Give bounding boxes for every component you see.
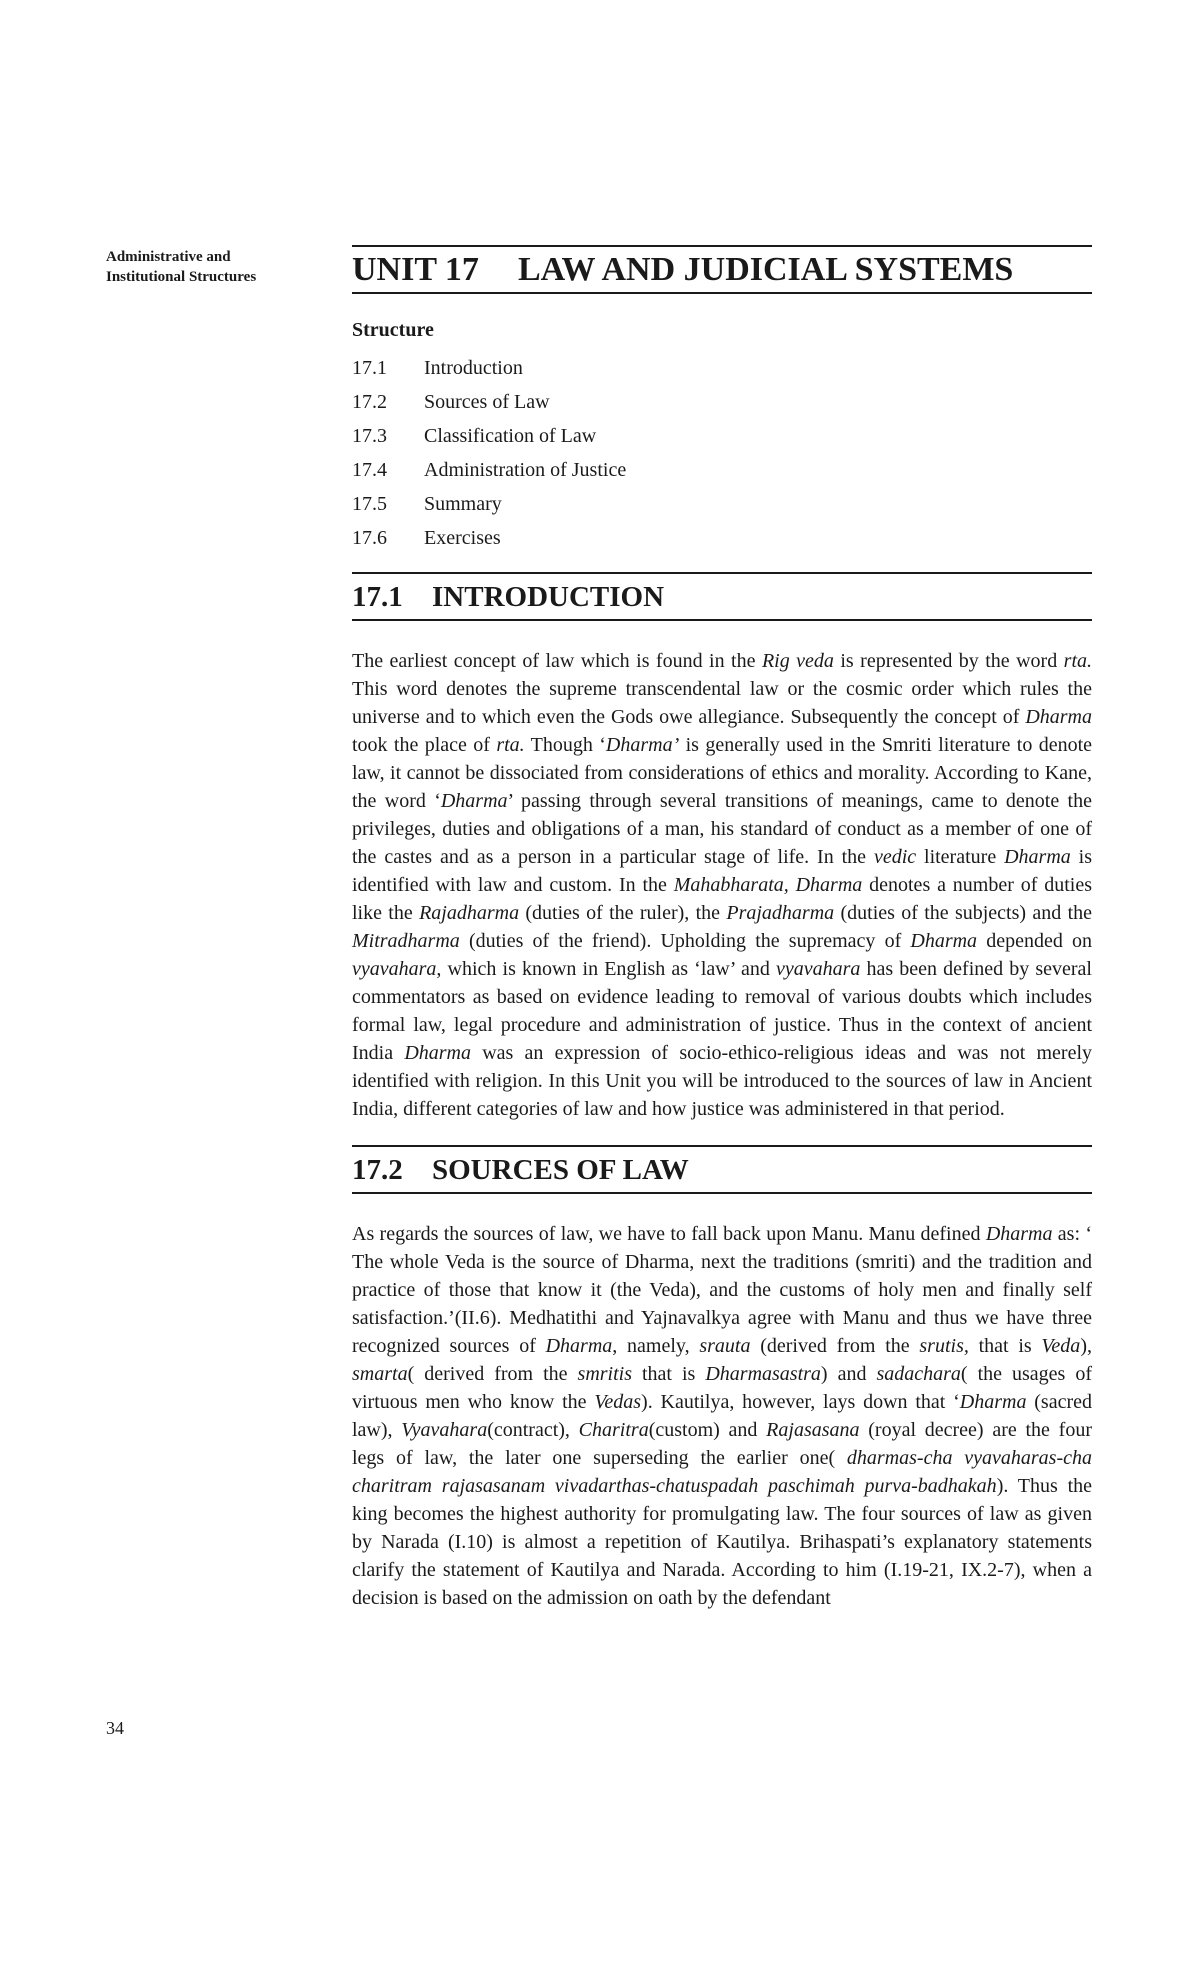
structure-item-label: Sources of Law <box>424 391 550 413</box>
unit-number: UNIT 17 <box>352 251 479 288</box>
italic-term: Rajadharma <box>419 902 520 924</box>
italic-term: Rajasasana <box>766 1419 860 1441</box>
structure-item <box>352 521 1092 555</box>
section-bottom-rule <box>352 1192 1092 1194</box>
structure-item <box>352 351 1092 385</box>
italic-term: smarta <box>352 1363 408 1385</box>
structure-item-label: Introduction <box>424 357 523 379</box>
italic-term: srauta <box>699 1335 751 1357</box>
section-title: INTRODUCTION <box>432 581 665 613</box>
unit-title <box>352 247 1092 292</box>
structure-item-number: 17.3 <box>352 425 387 447</box>
italic-term: Dharmasastra <box>705 1363 821 1385</box>
section-heading <box>352 574 1092 617</box>
structure-item-number: 17.4 <box>352 459 387 481</box>
section-heading <box>352 1147 1092 1190</box>
structure-list <box>352 351 1092 555</box>
italic-term: Mitradharma <box>352 930 460 952</box>
page-number: 34 <box>106 1718 124 1738</box>
italic-term: Dharma <box>1025 706 1092 728</box>
section-bottom-rule <box>352 619 1092 621</box>
italic-term: Vedas <box>594 1391 642 1413</box>
structure-item-label: Classification of Law <box>424 425 597 447</box>
structure-item-label: Exercises <box>424 527 501 549</box>
italic-term: Dharma <box>404 1042 471 1064</box>
structure-item-number: 17.2 <box>352 391 387 413</box>
structure-item <box>352 385 1092 419</box>
unit-title-text: LAW AND JUDICIAL SYSTEMS <box>518 251 1014 288</box>
section-paragraph: The earliest concept of law which is found in the Rig veda is represented by the word rta. This word denotes the supreme transcendental law or the cosmic order which rules the universe and to which even the Gods owe allegiance. Subsequently the concept of Dharma took the place of rta. Though ‘Dharma’ is generally used in the Smriti literature to denote law, it cannot be dissociated from considerations of ethics and morality. According to Kane, the word ‘Dharma’ passing through several transitions of meanings, came to denote the privileges, duties and obligations of a man, his standard of conduct as a member of one of the castes and as a person in a particular stage of life. In the vedic literature Dharma is identified with law and custom. In the Mahabharata, Dharma denotes a number of duties like the Rajadharma (duties of the ruler), the Prajadharma (duties of the subjects) and the Mitradharma (duties of the friend). Upholding the supremacy of Dharma depended on vyavahara, which is known in English as ‘law’ and vyavahara has been defined by several commentators as based on evidence leading to removal of various doubts which includes formal law, legal procedure and administration of justice. Thus in the context of ancient India Dharma was an expression of socio-ethico-religious ideas and was not merely identified with religion. In this Unit you will be introduced to the sources of law in Ancient India, different categories of law and how justice was administered in that period. <box>352 650 1093 1120</box>
italic-term: Dharma <box>545 1335 613 1357</box>
structure-item <box>352 487 1092 521</box>
italic-term: Dharma <box>440 790 508 812</box>
unit-title-bottom-rule <box>352 292 1092 294</box>
page-content <box>352 245 1092 1612</box>
italic-term: Dharma <box>959 1391 1027 1413</box>
section-number: 17.1 <box>352 581 403 613</box>
structure-item-number: 17.5 <box>352 493 387 515</box>
italic-term: Prajadharma <box>726 902 835 924</box>
structure-item-number: 17.1 <box>352 357 387 379</box>
section-paragraph: As regards the sources of law, we have to fall back upon Manu. Manu defined Dharma as: ‘ The whole Veda is the source of Dharma, next the traditions (smriti) and the tradition and practice of those that know it (the Veda), and the customs of holy men and finally self satisfaction.’(II.6). Medhatithi and Yajnavalkya agree with Manu and thus we have three recognized sources of Dharma, namely, srauta (derived from the srutis, that is Veda), smarta( derived from the smritis that is Dharmasastra) and sadachara( the usages of virtuous men who know the Vedas). Kautilya, however, lays down that ‘Dharma (sacred law), Vyavahara(contract), Charitra(custom) and Rajasasana (royal decree) are the four legs of law, the later one superseding the earlier one( dharmas-cha vyavaharas-cha charitram rajasasanam vivadarthas-chatuspadah paschimah purva-badhakah). Thus the king becomes the highest authority for promulgating law. The four sources of law as given by Narada (I.10) is almost a repetition of Kautilya. Brihaspati’s explanatory statements clarify the statement of Kautilya and Narada. According to him (I.19-21, IX.2-7), when a decision is based on the admission on oath by the defendant <box>352 1223 1092 1609</box>
italic-term: Dharma <box>1004 846 1071 868</box>
structure-item-number: 17.6 <box>352 527 387 549</box>
italic-term: vedic <box>873 846 917 868</box>
italic-term: srutis, <box>919 1335 969 1357</box>
italic-term: Mahabharata, Dharma <box>673 874 863 896</box>
margin-note <box>106 247 306 287</box>
italic-term: sadachara <box>876 1363 961 1385</box>
italic-term: dharmas-cha vyavaharas-cha charitram rajasasanam vivadarthas-chatuspadah paschimah purva-badhakah <box>352 1447 1092 1497</box>
structure-heading: Structure <box>352 319 434 341</box>
structure-item-label: Summary <box>424 493 502 515</box>
italic-term: Dharma’ <box>605 734 680 756</box>
structure-item <box>352 453 1092 487</box>
italic-term: Dharma <box>985 1223 1053 1245</box>
italic-term: vyavahara <box>776 958 861 980</box>
italic-term: rta. <box>1063 650 1093 672</box>
section-number: 17.2 <box>352 1154 403 1186</box>
section-title: SOURCES OF LAW <box>432 1154 689 1186</box>
italic-term: Veda <box>1041 1335 1081 1357</box>
italic-term: rta. <box>496 734 525 756</box>
margin-note-line-1: Administrative and <box>106 249 231 265</box>
italic-term: Dharma <box>910 930 978 952</box>
margin-note-line-2: Institutional Structures <box>106 269 257 285</box>
italic-term: vyavahara <box>352 958 437 980</box>
structure-item-label: Administration of Justice <box>424 459 627 481</box>
italic-term: Rig veda <box>761 650 834 672</box>
italic-term: Charitra <box>578 1419 649 1441</box>
italic-term: Vyavahara <box>401 1419 488 1441</box>
italic-term: smritis <box>577 1363 632 1385</box>
structure-item <box>352 419 1092 453</box>
